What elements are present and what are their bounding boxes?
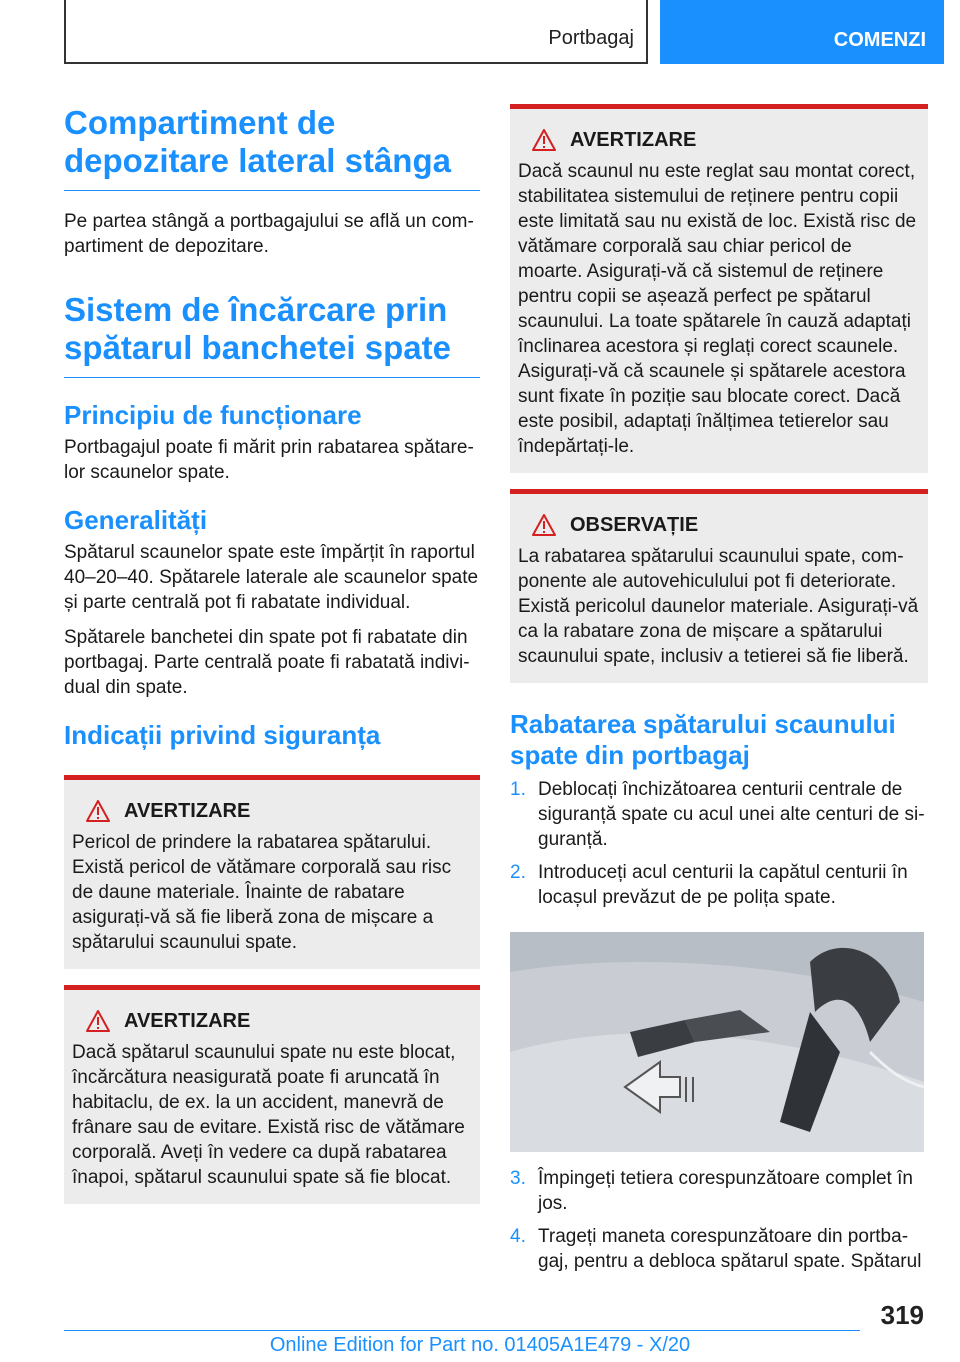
step-text: Trageți maneta corespunzătoare din portbagaj, pentru a debloca spătarul spate. Spătarul: [538, 1226, 922, 1272]
warning-box-3-label: AVERTIZARE: [570, 129, 697, 151]
header-frame: [64, 0, 648, 64]
belt-insertion-illustration: [510, 932, 924, 1152]
notice-box-label: OBSERVAȚIE: [570, 514, 699, 536]
warning-box-2-label: AVERTIZARE: [124, 1010, 251, 1032]
warning-box-2-text: Dacă spătarul scaunului spate nu este blocat, încărcătura neasigurată poate fi aruncată în habitaclu, de ex. la un accident, manevră de frânare sau de evitare. Există risc de vătămare corporală. Aveți în vedere ca după rabatarea înapoi, spătarul scaunului spate să fie blocat.: [72, 1042, 465, 1188]
warning-triangle-icon: [532, 129, 556, 151]
heading-general: Generalități: [64, 505, 208, 535]
step-number: 4.: [510, 1226, 526, 1247]
header-tab-commands[interactable]: [660, 0, 944, 64]
warning-triangle-icon: [86, 1010, 110, 1032]
warning-triangle-icon: [86, 800, 110, 822]
right-column: [510, 104, 928, 1274]
steps-list-b: [510, 1166, 928, 1274]
header-tab-label: COMENZI: [833, 29, 926, 51]
step-number: 1.: [510, 779, 526, 800]
heading-through-loading: Sistem de încărcare prin spătarul banchetei spate: [64, 291, 480, 378]
warning-box-2: [64, 985, 480, 1204]
steps-list-a: [510, 777, 928, 910]
heading-principle: Principiu de funcționare: [64, 400, 362, 430]
warning-box-1-title: [86, 798, 472, 824]
footer-edition-link[interactable]: Online Edition for Part no. 01405A1E479 - X/20: [269, 1334, 691, 1356]
text-general-2: Spătarele banchetei din spate pot fi rabatate din portbagaj. Parte centrală poate fi rabatată individual din spate.: [64, 627, 470, 698]
notice-box-text: La rabatarea spătarului scaunului spate, componente ale autovehiculului pot fi deteriorate. Există pericolul daunelor materiale. Asigurați-vă ca la rabatare zona de mișcare a spătarului scaunului spate, inclusiv a tetierei să fie liberă.: [518, 546, 919, 667]
heading-safety: Indicații privind siguranța: [64, 720, 381, 750]
warning-box-3: [510, 104, 928, 473]
list-item: [510, 860, 928, 910]
warning-box-3-text: Dacă scaunul nu este reglat sau montat corect, stabilitatea sistemului de reținere pentru copii este limitată sau nu există de loc. Există risc de vătămare corporală sau chiar pericol de moarte. Asigurați-vă că sistemul de reținere pentru copii se așează perfect pe spătarul scaunului. La toate spătarele în cauză adaptați înclinarea acestora și reglați corect scaunele. Asigurați-vă că scaunele și spătarele acestora sunt fixate în poziție sau blocate corect. Dacă este posibil, adaptați înălțimea tetierelor sau îndepărtați-le.: [518, 161, 917, 457]
warning-box-1-text: Pericol de prindere la rabatarea spătarului. Există pericol de vătămare corporală sau risc de daune materiale. Înainte de rabatare asigurați-vă să fie liberă zona de mișcare a spătarului scaunului spate.: [72, 832, 452, 953]
header-section-title: Portbagaj: [548, 27, 634, 49]
step-text: Introduceți acul centurii la capătul centurii în locașul prevăzut de pe polița spate.: [538, 862, 908, 908]
step-number: 3.: [510, 1168, 526, 1189]
warning-box-2-title: [86, 1008, 472, 1034]
page-number: 319: [880, 1300, 924, 1330]
heading-fold-backrest: Rabatarea spătarului scaunului spate din portbagaj: [510, 709, 896, 770]
text-principle: Portbagajul poate fi mărit prin rabatarea spătarelor scaunelor spate.: [64, 437, 474, 483]
text-side-storage: Pe partea stângă a portbagajului se află un compartiment de depozitare.: [64, 211, 474, 257]
step-text: Împingeți tetiera corespunzătoare complet în jos.: [538, 1168, 913, 1214]
step-text: Deblocați închizătoarea centurii centrale de siguranță spate cu acul unei alte centuri de siguranță.: [538, 779, 925, 850]
text-general-1: Spătarul scaunelor spate este împărțit în raportul 40–20–40. Spătarele laterale ale scaunelor spate și parte centrală pot fi rabatate individual.: [64, 542, 479, 613]
notice-box: [510, 489, 928, 683]
belt-insertion-figure: [510, 932, 924, 1152]
warning-box-3-title: [532, 127, 920, 153]
warning-box-1-label: AVERTIZARE: [124, 800, 251, 822]
notice-box-title: [532, 512, 920, 538]
step-number: 2.: [510, 862, 526, 883]
left-column: [64, 104, 480, 1204]
warning-triangle-icon: [532, 514, 556, 536]
warning-box-1: [64, 775, 480, 969]
list-item: [510, 1166, 928, 1216]
list-item: [510, 1224, 928, 1274]
list-item: [510, 777, 928, 852]
footer-divider: [64, 1330, 860, 1331]
heading-side-storage: Compartiment de depozitare lateral stânga: [64, 104, 480, 191]
